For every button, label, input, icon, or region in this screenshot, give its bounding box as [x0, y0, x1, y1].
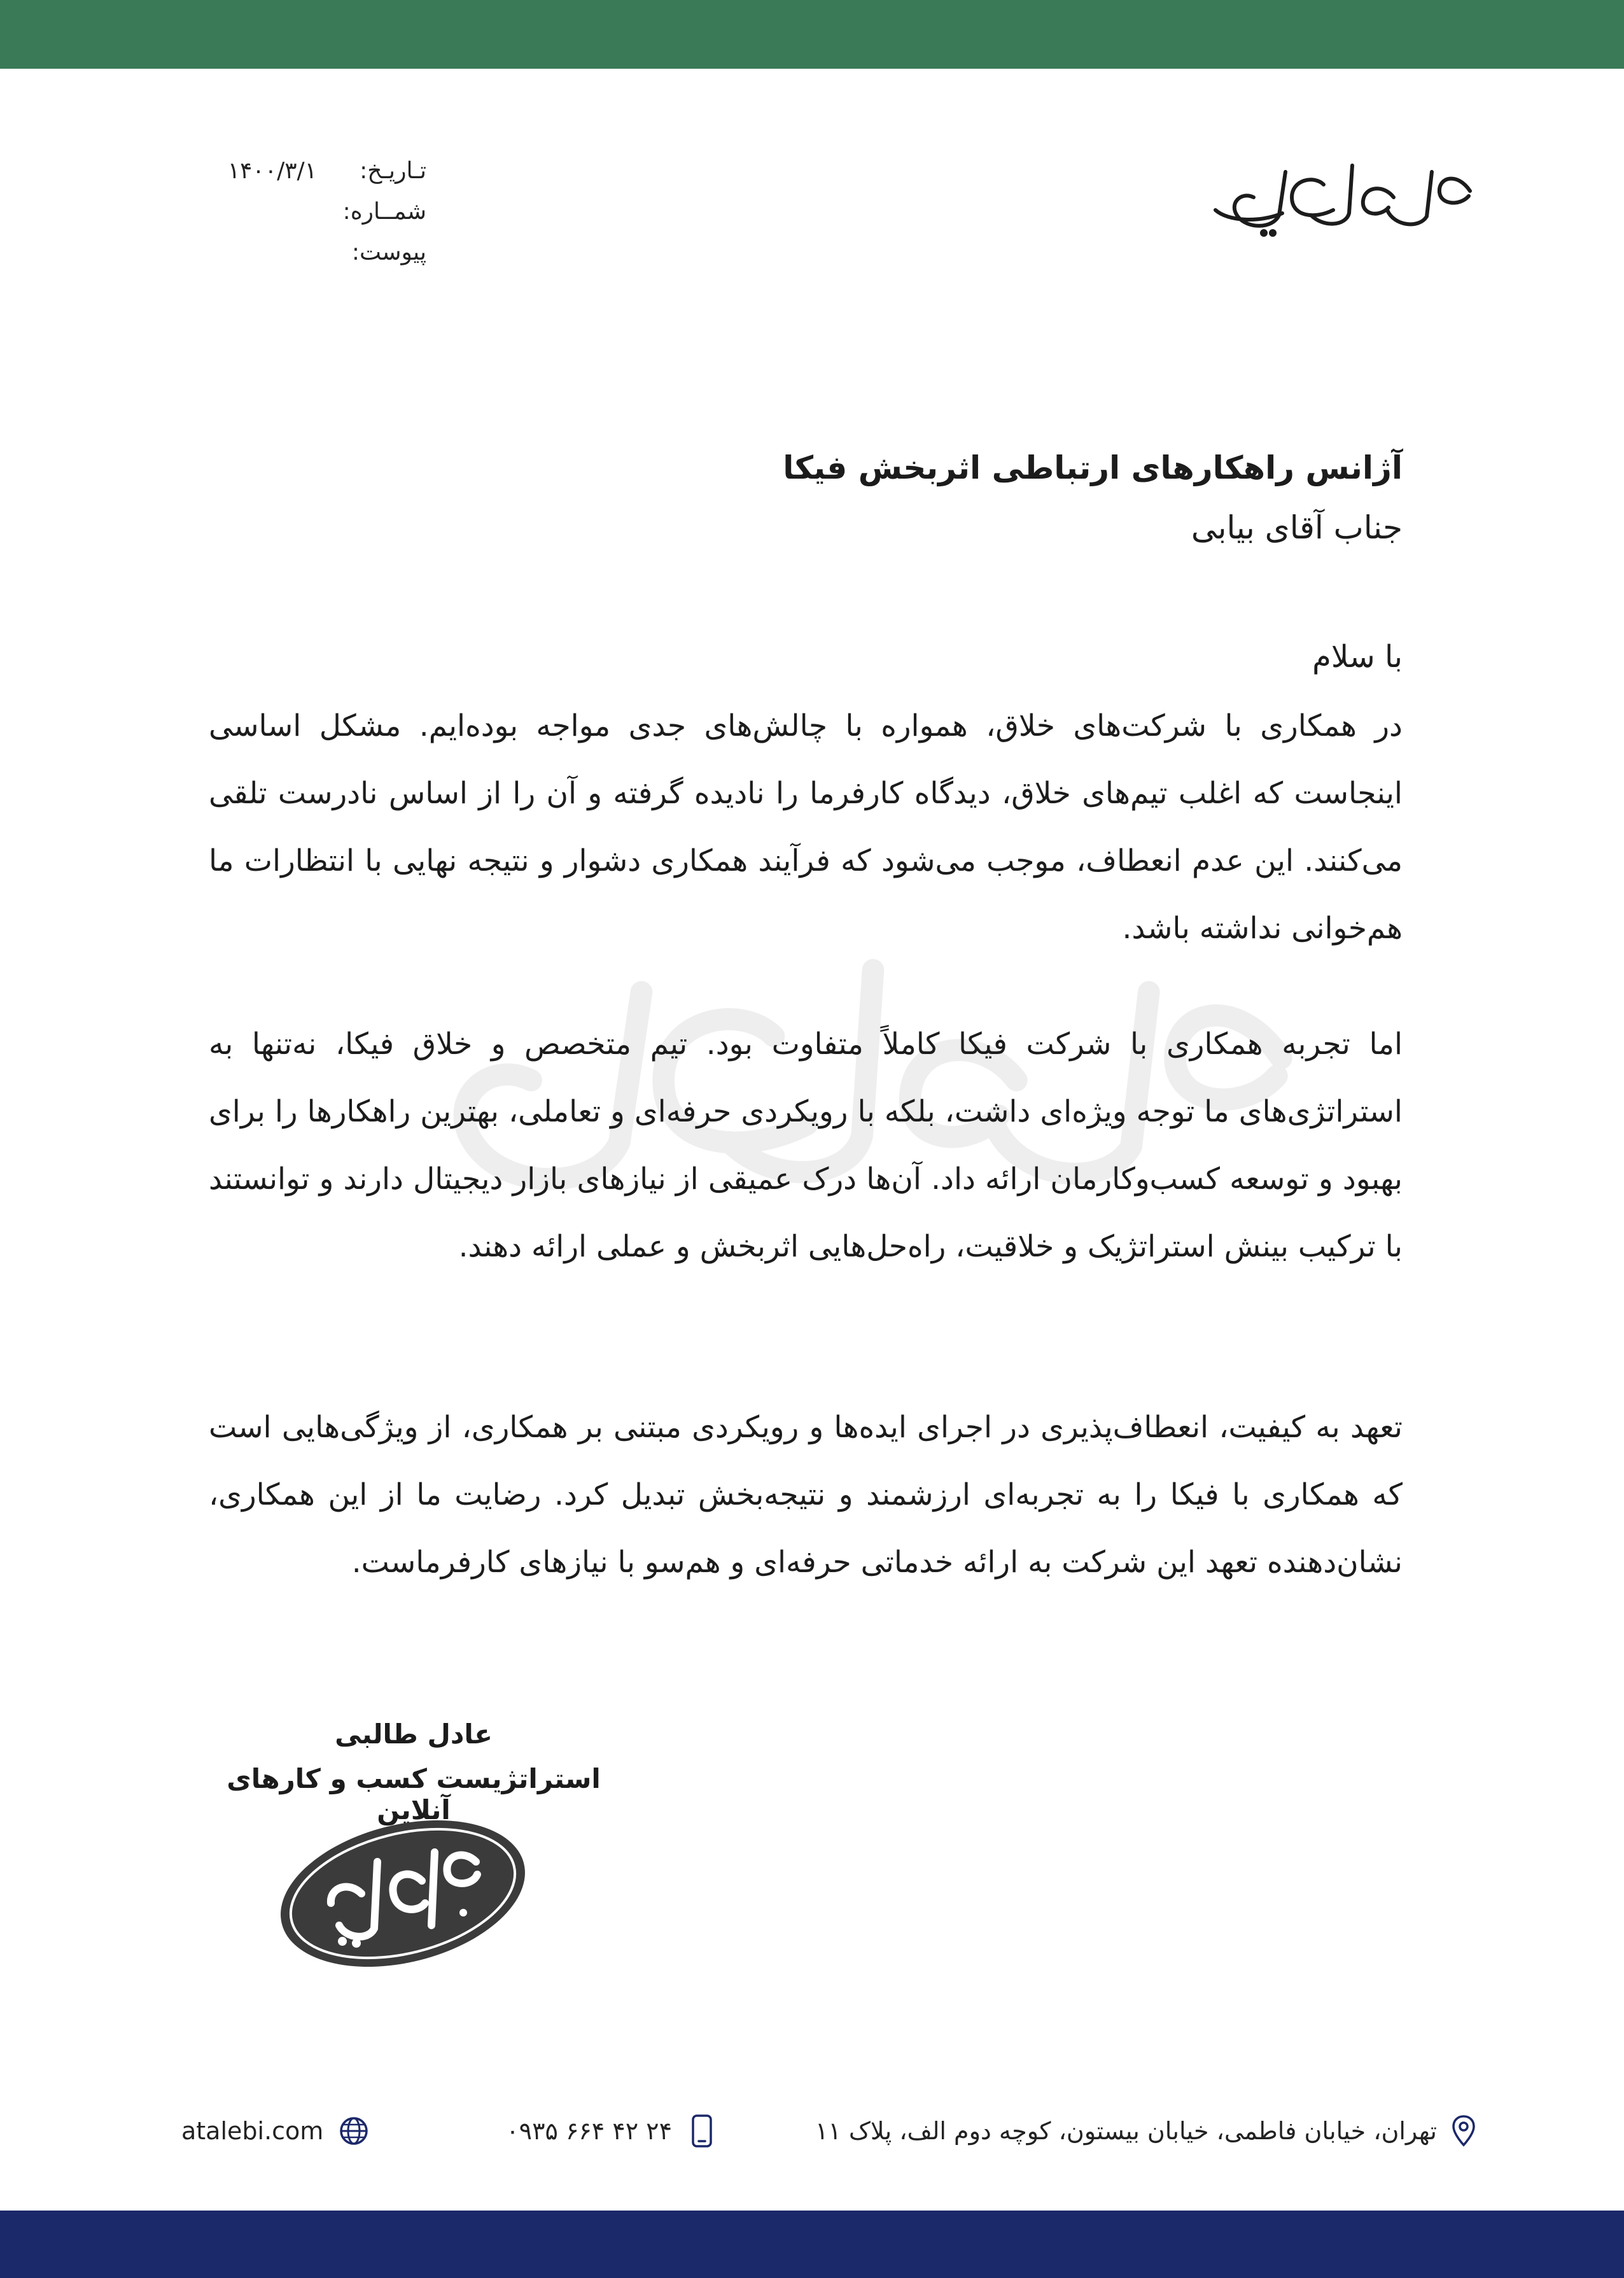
meta-number — [159, 191, 426, 232]
body-paragraph: در همکاری با شرکت‌های خلاق، همواره با چالش‌های جدی مواجه بوده‌ایم. مشکل اساسی اینجاست که اغلب تیم‌های خلاق، دیدگاه کارفرما را نادیده گرفته و آن را از اساس نادرست تلقی می‌کنند. این عدم انعطاف، موجب می‌شود که فرآیند همکاری دشوار و نتیجه نهایی با انتظارات ما هم‌خوانی نداشته باشد. — [209, 708, 1403, 946]
footer-address-text: تهران، خیابان فاطمی، خیابان بیستون، کوچه دوم الف، پلاک ۱۱ — [815, 2117, 1437, 2145]
meta-date-value: ۱۴۰۰/۳/۱ — [227, 157, 317, 184]
logo-signature — [1203, 146, 1483, 242]
bottom-color-bar — [0, 2211, 1624, 2278]
meta-date — [159, 150, 426, 191]
recipient-name: جناب آقای بیابی — [1191, 509, 1403, 546]
footer-phone — [445, 2111, 713, 2151]
letter-meta — [159, 150, 426, 272]
meta-attachment — [159, 232, 426, 272]
meta-number-label: شمــاره: — [342, 198, 426, 225]
body-paragraph: تعهد به کیفیت، انعطاف‌پذیری در اجرای ایده‌ها و رویکردی مبتنی بر همکاری، از ویژگی‌هایی است که همکاری با فیکا را به تجربه‌ای ارزشمند و نتیجه‌بخش تبدیل کرد. رضایت ما از این همکاری، نشان‌دهنده تعهد این شرکت به ارائه خدماتی حرفه‌ای و هم‌سو با نیازهای کارفرماست. — [209, 1410, 1403, 1580]
footer-website — [181, 2111, 379, 2151]
meta-date-label: تـاریـخ: — [360, 157, 426, 184]
signatory-name: عادل طالبی — [335, 1719, 493, 1750]
signature-stamp — [272, 1817, 533, 1970]
top-color-bar — [0, 0, 1624, 69]
meta-attachment-label: پیوست: — [351, 239, 426, 265]
recipient-organization: آژانس راهکارهای ارتباطی اثربخش فیکا — [783, 449, 1403, 486]
globe-icon — [339, 2116, 369, 2146]
signatory-title: استراتژیست کسب و کارهای آنلاین — [227, 1763, 601, 1825]
location-pin-icon — [1451, 2114, 1476, 2148]
greeting: با سلام — [1312, 639, 1403, 675]
body-paragraph: اما تجربه همکاری با شرکت فیکا کاملاً متفاوت بود. تیم متخصص و خلاق فیکا، نه‌تنها به استراتژی‌های ما توجه ویژه‌ای داشت، بلکه با رویکردی حرفه‌ای و تعاملی، بهترین راهکارها را برای بهبود و توسعه کسب‌وکارمان ارائه داد. آن‌ها درک عمیقی از نیازهای بازار دیجیتال دارند و توانستند با ترکیب بینش استراتژیک و خلاقیت، راه‌حل‌هایی اثربخش و عملی ارائه دهند. — [209, 1027, 1403, 1264]
footer-phone-text: ۰۹۳۵ ۶۶۴ ۴۲ ۲۴ — [506, 2117, 672, 2145]
footer-website-text[interactable]: atalebi.com — [181, 2117, 324, 2145]
mobile-phone-icon — [691, 2114, 713, 2148]
footer-address — [776, 2111, 1476, 2151]
